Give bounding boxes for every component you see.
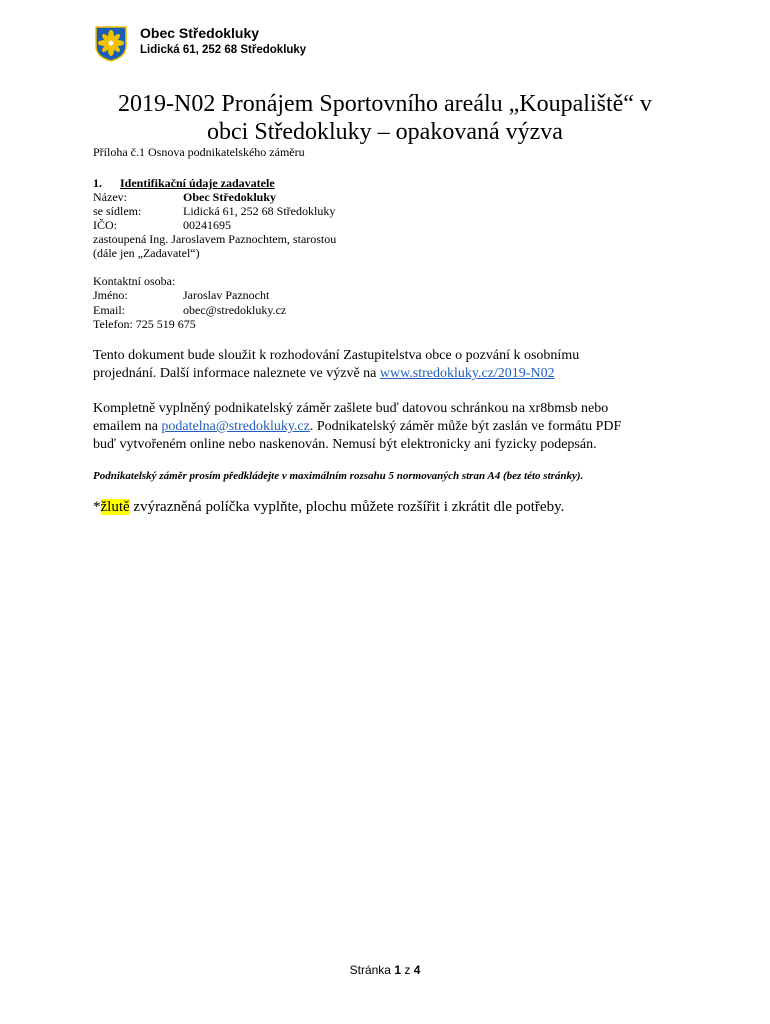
highlight-hint [93, 499, 564, 516]
section-title: Identifikační údaje zadavatele [120, 176, 275, 190]
intro-line-2-text: projednání. Další informace naleznete ve výzvě na [93, 366, 380, 381]
represented-by: zastoupená Ing. Jaroslavem Paznochtem, starostou [93, 232, 337, 246]
ico-label: IČO: [93, 218, 117, 232]
attachment-label: Příloha č.1 Osnova podnikatelského záměru [93, 145, 305, 159]
page-footer [0, 963, 770, 977]
contact-heading: Kontaktní osoba: [93, 274, 176, 288]
name-row [93, 190, 276, 204]
section-number: 1. [93, 176, 102, 190]
seat-label: se sídlem: [93, 204, 142, 218]
section-heading [93, 176, 275, 191]
document-title [80, 90, 690, 146]
intro-paragraph [93, 347, 673, 383]
submission-line-2 [93, 418, 673, 436]
page-limit-note: Podnikatelský záměr prosím předkládejte v maximálním rozsahu 5 normovaných stran A4 (bez této stránky). [93, 470, 584, 482]
hint-asterisk: * [93, 499, 101, 515]
seat-row [93, 204, 335, 218]
submission-line-2-post: . Podnikatelský záměr může být zaslán ve formátu PDF [309, 419, 622, 434]
name-value: Obec Středokluky [183, 190, 277, 204]
contact-email-label: Email: [93, 303, 125, 317]
footer-of-word: z [404, 963, 411, 977]
footer-page-word: Stránka [349, 963, 391, 977]
footer-page-current: 1 [394, 963, 401, 977]
ico-row [93, 218, 231, 232]
submission-line-2-pre: emailem na [93, 419, 162, 434]
org-address: Lidická 61, 252 68 Středokluky [140, 44, 307, 56]
tender-link[interactable]: www.stredokluky.cz/2019-N02 [379, 366, 555, 381]
contact-phone: Telefon: 725 519 675 [93, 317, 196, 331]
submission-line-3: buď vytvořeném online nebo naskenován. Nemusí být elektronicky ani fyzicky podepsán. [93, 437, 597, 452]
submission-paragraph [93, 400, 673, 454]
footer-page-total: 4 [413, 963, 421, 977]
ico-value: 00241695 [183, 218, 231, 232]
submission-line-1: Kompletně vyplněný podnikatelský záměr zašlete buď datovou schránkou na xr8bmsb nebo [93, 401, 609, 416]
org-name: Obec Středokluky [140, 25, 260, 41]
seat-value: Lidická 61, 252 68 Středokluky [183, 204, 336, 218]
contact-name-row [93, 288, 269, 302]
hereafter-note: (dále jen „Zadavatel“) [93, 246, 200, 260]
municipality-coat-of-arms-logo [95, 26, 127, 62]
title-line-2: obci Středokluky – opakovaná výzva [207, 119, 563, 145]
email-link[interactable]: podatelna@stredokluky.cz [161, 419, 310, 434]
contact-email-value: obec@stredokluky.cz [183, 303, 287, 317]
intro-line-2 [93, 365, 673, 383]
intro-line-1: Tento dokument bude sloužit k rozhodování Zastupitelstva obce o pozvání k osobnímu [93, 348, 580, 363]
contact-name-value: Jaroslav Paznocht [183, 288, 270, 302]
contact-email-row [93, 303, 286, 317]
hint-rest: zvýrazněná políčka vyplňte, plochu můžete rozšířit i zkrátit dle potřeby. [129, 499, 565, 515]
contact-name-label: Jméno: [93, 288, 128, 302]
title-line-1: 2019-N02 Pronájem Sportovního areálu „Koupaliště“ v [118, 91, 652, 117]
name-label: Název: [93, 190, 127, 204]
hint-highlight-word: žlutě [100, 499, 130, 515]
